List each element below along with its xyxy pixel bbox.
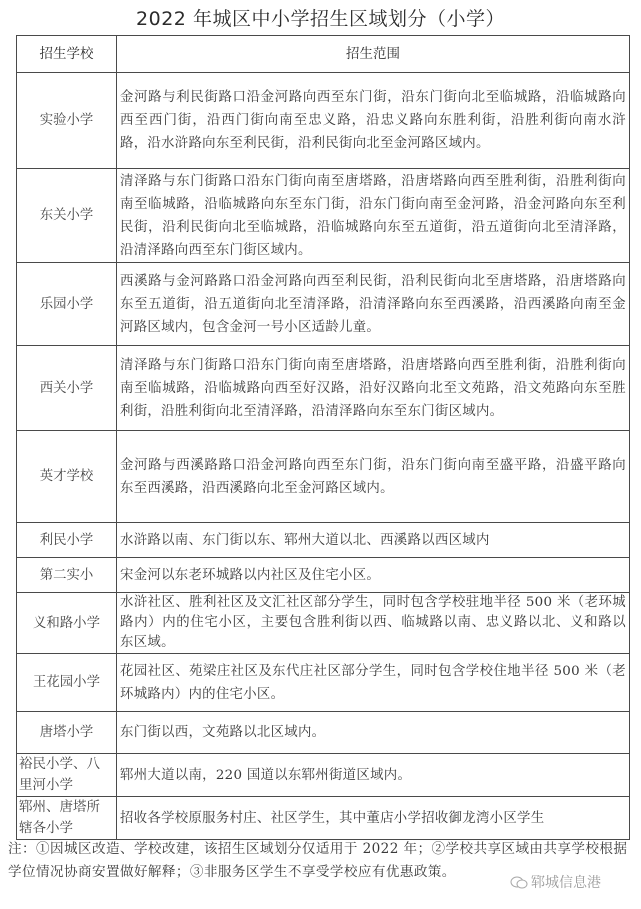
school-name: 东关小学 [17,169,117,263]
table-row [17,754,630,797]
table-row [17,593,630,654]
table-row [17,558,630,593]
scope-text: 西溪路与金河路路口沿金河路向西至利民街，沿利民街向北至唐塔路，沿唐塔路向东至五道街，沿五道街向北至清泽路，沿清泽路向东至西溪路，沿西溪路向南至金河路区域内，包含金河一号小区适龄儿童。 [117,263,630,346]
table-header-row [17,36,630,73]
table-row [17,523,630,558]
watermark-text: 郓城信息港 [531,875,601,891]
school-name: 英才学校 [17,431,117,523]
table-row [17,346,630,431]
scope-text: 宋金河以东老环城路以内社区及住宅小区。 [117,558,630,593]
table-row [17,73,630,169]
enrollment-table [16,35,630,840]
scope-text: 郓州大道以南，220 国道以东郓州街道区域内。 [117,754,630,797]
watermark [510,872,601,892]
header-scope: 招生范围 [117,36,630,73]
scope-text: 招收各学校原服务村庄、社区学生，其中董店小学招收御龙湾小区学生 [117,797,630,840]
header-school: 招生学校 [17,36,117,73]
scope-text: 清泽路与东门街路口沿东门街向南至唐塔路，沿唐塔路向西至胜利街，沿胜利街向南至临城路，沿临城路向西至好汉路，沿好汉路向北至文苑路，沿文苑路向东至胜利街，沿胜利街向北至清泽路，沿清泽路向东至东门街区域内。 [117,346,630,431]
table-row [17,169,630,263]
scope-text: 东门街以西，文苑路以北区域内。 [117,712,630,754]
school-name: 西关小学 [17,346,117,431]
table-row [17,431,630,523]
school-name: 第二实小 [17,558,117,593]
school-name: 实验小学 [17,73,117,169]
table-row [17,263,630,346]
table-row [17,797,630,840]
school-name: 郓州、唐塔所辖各小学 [17,797,117,840]
scope-text: 金河路与利民街路口沿金河路向西至东门街，沿东门街向北至临城路，沿临城路向西至西门街，沿西门街向南至忠义路，沿忠义路向东胜利街，沿胜利街向南水浒路，沿水浒路向东至利民街，沿利民街向北至金河路区域内。 [117,73,630,169]
scope-text: 水浒路以南、东门街以东、郓州大道以北、西溪路以西区域内 [117,523,630,558]
scope-text: 水浒社区、胜利社区及文汇社区部分学生，同时包含学校驻地半径 500 米（老环城路内）内的住宅小区，主要包含胜利街以西、临城路以南、忠义路以北、义和路以东区域。 [117,593,630,654]
wechat-icon [510,876,528,889]
scope-text: 清泽路与东门街路口沿东门街向南至唐塔路，沿唐塔路向西至胜利街，沿胜利街向南至临城路，沿临城路向东至东门街，沿东门街向南至金河路，沿金河路向东至利民街，沿利民街向北至临城路，沿临城路向东至五道街，沿五道街向北至清泽路，沿清泽路向西至东门街区域内。 [117,169,630,263]
school-name: 唐塔小学 [17,712,117,754]
scope-text: 金河路与西溪路路口沿金河路向西至东门街，沿东门街向南至盛平路，沿盛平路向东至西溪路，沿西溪路向北至金河路区域内。 [117,431,630,523]
scope-text: 花园社区、苑梁庄社区及东代庄社区部分学生，同时包含学校住地半径 500 米（老环城路内）内的住宅小区。 [117,654,630,712]
school-name: 裕民小学、八里河小学 [17,754,117,797]
table-row [17,654,630,712]
footnote: 注：①因城区改造、学校改建，该招生区域划分仅适用于 2022 年；②学校共享区域由共享学校根据学位情况协商安置做好解释；③非服务区学生不享受学校应有优惠政策。 [8,841,628,880]
school-name: 义和路小学 [17,593,117,654]
school-name: 王花园小学 [17,654,117,712]
table-row [17,712,630,754]
page-title: 2022 年城区中小学招生区域划分（小学） [136,8,505,30]
school-name: 乐园小学 [17,263,117,346]
school-name: 利民小学 [17,523,117,558]
